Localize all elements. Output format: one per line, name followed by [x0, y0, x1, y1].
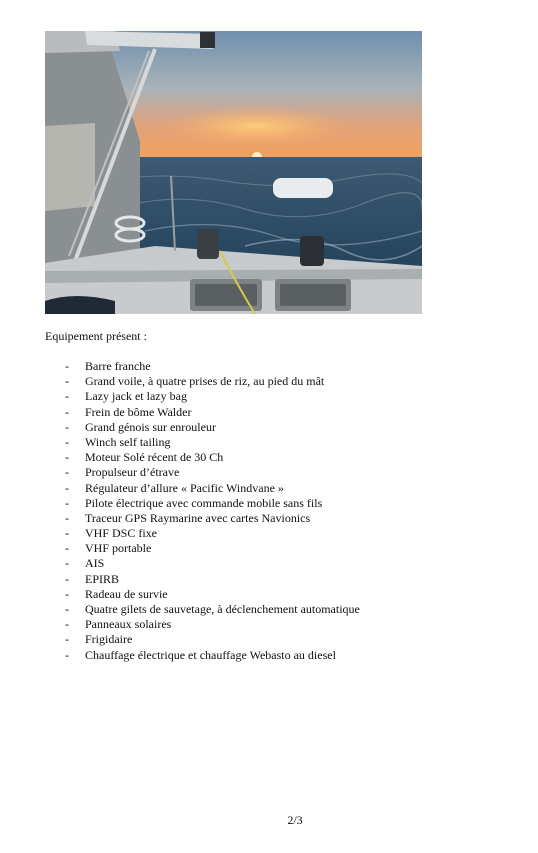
list-item: [45, 481, 485, 496]
list-item-text: Pilote électrique avec commande mobile sans fils: [85, 495, 323, 510]
list-item: [45, 465, 485, 480]
list-item: [45, 435, 485, 450]
sunset-boat-photo: [45, 31, 422, 314]
bullet-dash: -: [65, 617, 69, 632]
list-item: [45, 541, 485, 556]
bullet-dash: -: [65, 450, 69, 465]
list-item: [45, 587, 485, 602]
sunset-boat-illustration: [45, 31, 422, 314]
list-item-text: Régulateur d’allure « Pacific Windvane »: [85, 480, 284, 495]
bullet-dash: -: [65, 465, 69, 480]
bullet-dash: -: [65, 632, 69, 647]
list-item-text: Propulseur d’étrave: [85, 465, 180, 480]
list-item-text: Barre franche: [85, 359, 151, 373]
list-item: [45, 420, 485, 435]
list-item-text: Lazy jack et lazy bag: [85, 389, 187, 404]
bullet-dash: -: [65, 586, 69, 601]
list-item: [45, 405, 485, 420]
page-number: 2/3: [287, 813, 303, 827]
list-item-text: VHF DSC fixe: [85, 526, 158, 541]
list-item-text: Traceur GPS Raymarine avec cartes Navionics: [85, 510, 311, 525]
list-item-text: VHF portable: [85, 541, 152, 556]
bullet-dash: -: [65, 602, 69, 616]
list-item: [45, 511, 485, 526]
equipment-list: [45, 359, 485, 663]
bullet-dash: -: [65, 419, 69, 434]
bullet-dash: -: [65, 359, 69, 373]
bullet-dash: -: [65, 404, 69, 419]
bullet-dash: -: [65, 434, 69, 449]
bullet-dash: -: [65, 495, 69, 510]
bullet-dash: -: [65, 480, 69, 495]
bullet-dash: -: [65, 374, 69, 389]
list-item-text: Panneaux solaires: [85, 617, 172, 632]
list-item: [45, 617, 485, 632]
list-item-text: EPIRB: [85, 571, 120, 586]
bullet-dash: -: [65, 571, 69, 586]
list-item-text: Frigidaire: [85, 632, 133, 647]
bullet-dash: -: [65, 541, 69, 556]
list-item-text: Frein de bôme Walder: [85, 404, 192, 419]
list-item-text: Quatre gilets de sauvetage, à déclenchement automatique: [85, 602, 360, 616]
list-item: [45, 389, 485, 404]
list-item-text: Grand voile, à quatre prises de riz, au pied du mât: [85, 374, 325, 389]
section-title: Equipement présent :: [45, 329, 147, 343]
list-item-text: Radeau de survie: [85, 586, 168, 601]
bullet-dash: -: [65, 389, 69, 404]
bullet-dash: -: [65, 556, 69, 571]
list-item-text: AIS: [85, 556, 105, 571]
list-item: [45, 602, 485, 617]
list-item: [45, 526, 485, 541]
bullet-dash: -: [65, 526, 69, 541]
list-item: [45, 450, 485, 465]
list-item: [45, 648, 485, 663]
list-item: [45, 556, 485, 571]
list-item: [45, 572, 485, 587]
bullet-dash: -: [65, 647, 69, 662]
list-item-text: Grand génois sur enrouleur: [85, 419, 216, 434]
list-item-text: Moteur Solé récent de 30 Ch: [85, 450, 224, 465]
list-item-text: Winch self tailing: [85, 434, 171, 449]
list-item: [45, 632, 485, 647]
list-item: [45, 496, 485, 511]
list-item: [45, 359, 485, 374]
bullet-dash: -: [65, 510, 69, 525]
list-item: [45, 374, 485, 389]
list-item-text: Chauffage électrique et chauffage Webasto au diesel: [85, 647, 336, 662]
